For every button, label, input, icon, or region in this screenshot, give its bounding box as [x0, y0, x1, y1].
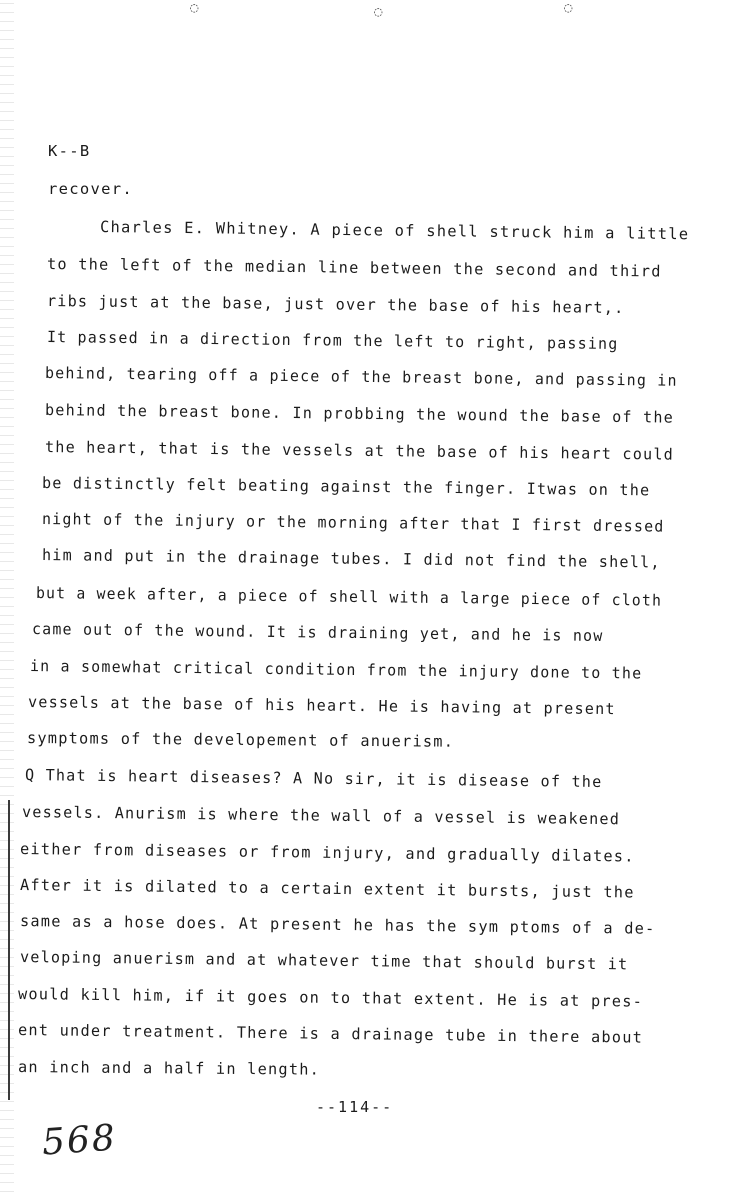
text-line: behind the breast bone. In probbing the wound the base of the — [44, 401, 675, 427]
text-line: the heart, that is the vessels at the base of his heart could — [44, 438, 675, 464]
punch-hole-icon: ◌ — [374, 4, 383, 20]
page-edge — [0, 0, 14, 1200]
text-line: vessels. Anurism is where the wall of a vessel is weakened — [21, 803, 621, 829]
text-line: vessels at the base of his heart. He is having at present — [27, 693, 616, 719]
text-line: same as a hose does. At present he has the sym ptoms of a de- — [19, 912, 656, 938]
punch-hole-icon: ◌ — [190, 0, 199, 16]
text-line: symptoms of the developement of anuerism. — [26, 729, 455, 751]
text-line: night of the injury or the morning after that I first dressed — [41, 510, 665, 536]
text-line: came out of the wound. It is draining yet, and he is now — [31, 620, 604, 645]
text-line: ribs just at the base, just over the base of his heart,. — [46, 292, 625, 318]
punch-hole-icon: ◌ — [564, 0, 573, 16]
text-line: Q That is heart diseases? A No sir, it is disease of the — [24, 766, 603, 792]
text-line: behind, tearing off a piece of the breast bone, and passing in — [44, 364, 678, 390]
text-line: ent under treatment. There is a drainage tube in there about — [17, 1021, 644, 1047]
text-line: would kill him, if it goes on to that extent. He is at pres- — [17, 985, 644, 1011]
text-line: an inch and a half in length. — [17, 1058, 321, 1079]
text-line: It passed in a direction from the left to right, passing — [46, 328, 619, 353]
text-line: him and put in the drainage tubes. I did not find the shell, — [41, 546, 661, 572]
header-code: K--B — [48, 142, 91, 160]
text-line: recover. — [48, 180, 134, 198]
text-line: either from diseases or from injury, and gradually dilates. — [19, 840, 635, 866]
text-line: in a somewhat critical condition from the injury done to the — [29, 657, 643, 683]
text-line: veloping anuerism and at whatever time that should burst it — [19, 948, 629, 974]
text-line: After it is dilated to a certain extent it bursts, just the — [19, 876, 635, 902]
text-line: Charles E. Whitney. A piece of shell struck him a little — [99, 218, 690, 244]
margin-mark — [8, 800, 10, 1100]
page-number: --114-- — [316, 1098, 394, 1116]
handwritten-page-number: 568 — [40, 1117, 119, 1164]
text-line: be distinctly felt beating against the finger. Itwas on the — [41, 474, 651, 500]
text-line: but a week after, a piece of shell with a large piece of cloth — [35, 584, 663, 610]
text-line: to the left of the median line between the second and third — [46, 255, 662, 281]
